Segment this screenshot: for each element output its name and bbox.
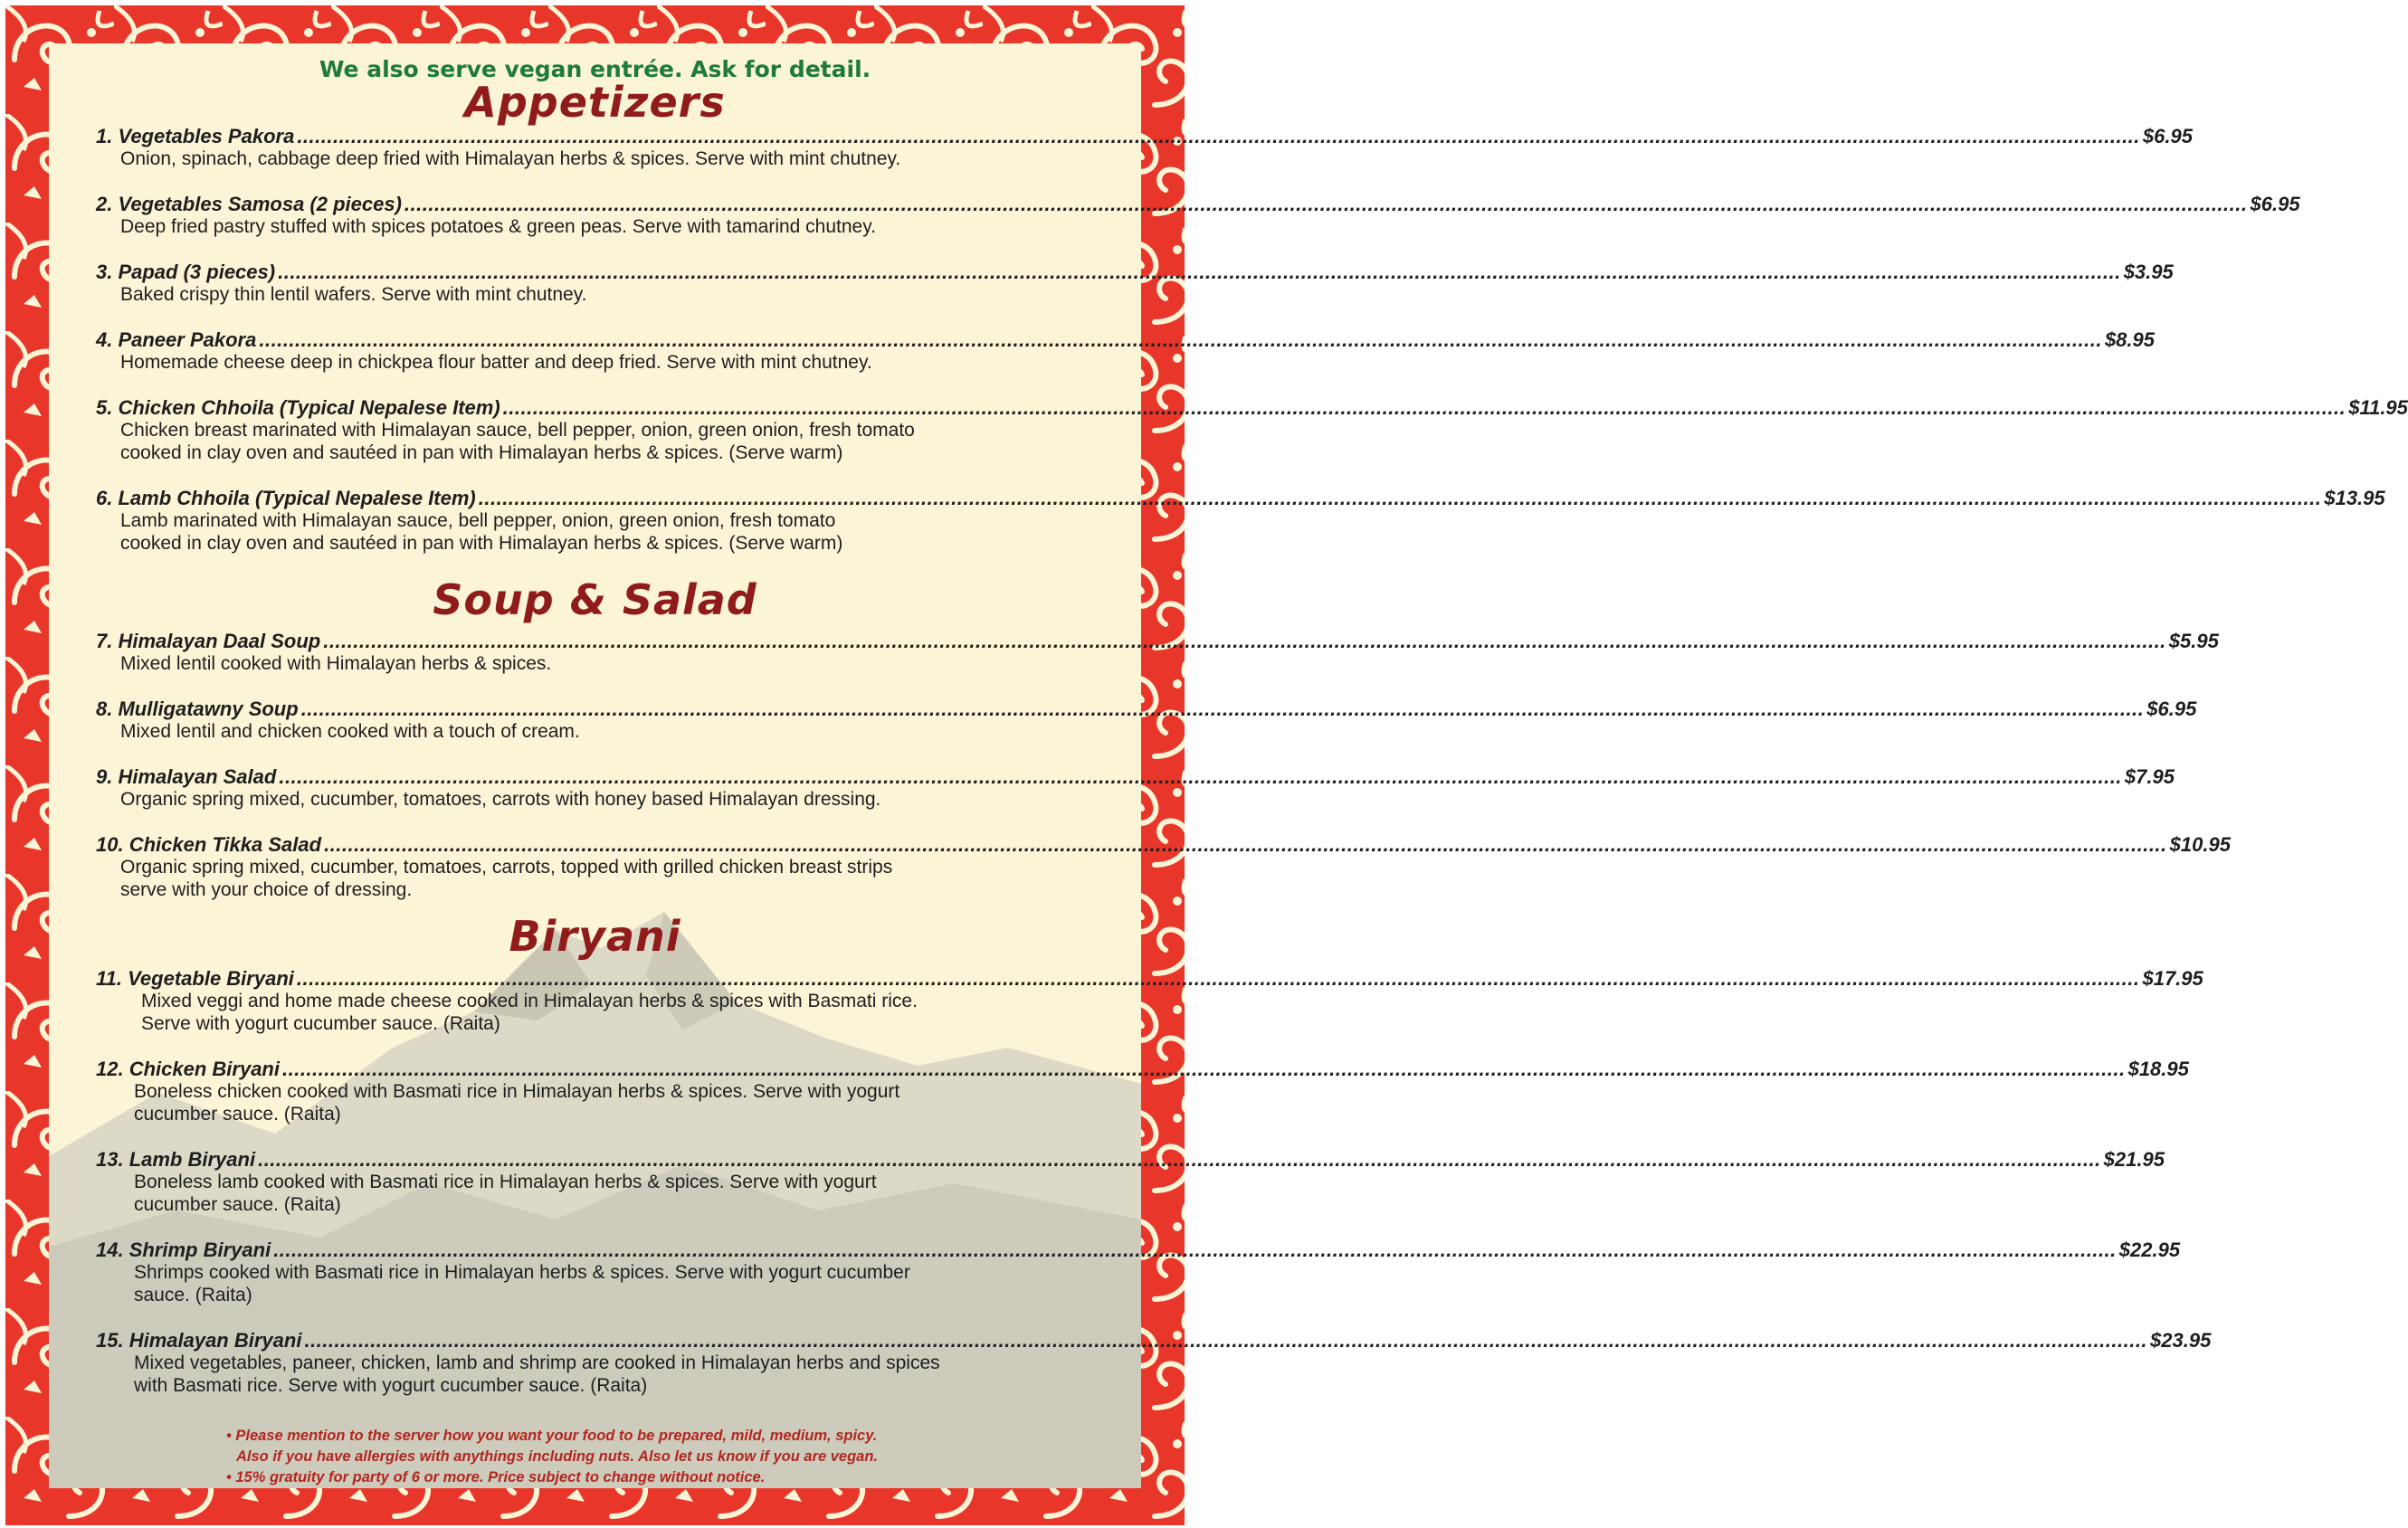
item-price: $17.95 <box>2142 967 2203 990</box>
leader-dots <box>297 967 2140 991</box>
leader-dots <box>503 396 2346 420</box>
menu-item <box>96 193 2300 238</box>
item-name: 14. Shrimp Biryani <box>96 1239 271 1261</box>
menu-item <box>96 833 2231 901</box>
menu-item <box>96 261 2174 306</box>
item-name: 3. Papad (3 pieces) <box>96 261 276 283</box>
item-price: $23.95 <box>2150 1329 2212 1352</box>
item-description: Organic spring mixed, cucumber, tomatoes, carrots with honey based Himalayan dressing. <box>120 789 881 810</box>
item-name: 2. Vegetables Samosa (2 pieces) <box>96 193 402 215</box>
item-price: $11.95 <box>2348 396 2408 419</box>
item-description: Onion, spinach, cabbage deep fried with Himalayan herbs & spices. Serve with mint chutney. <box>120 148 901 169</box>
leader-dots <box>297 125 2140 148</box>
item-name: 11. Vegetable Biryani <box>96 967 294 990</box>
menu-item <box>96 1329 2212 1397</box>
item-price: $22.95 <box>2118 1239 2181 1261</box>
item-name: 15. Himalayan Biryani <box>96 1329 302 1352</box>
item-description: Baked crispy thin lentil wafers. Serve with mint chutney. <box>120 284 587 305</box>
item-description: Homemade cheese deep in chickpea flour batter and deep fried. Serve with mint chutney. <box>120 352 872 373</box>
menu-item <box>96 698 2197 743</box>
item-name: 5. Chicken Chhoila (Typical Nepalese Item) <box>96 396 500 419</box>
menu-item <box>96 1058 2189 1125</box>
footer-note-gratuity: • 15% gratuity for party of 6 or more. Price subject to change without notice. <box>226 1469 766 1485</box>
menu-page <box>49 43 2408 1488</box>
leader-dots <box>258 1148 2101 1172</box>
item-price: $21.95 <box>2103 1148 2165 1171</box>
leader-dots <box>301 698 2145 721</box>
item-price: $6.95 <box>2250 193 2300 215</box>
leader-dots <box>304 1329 2147 1352</box>
item-price: $7.95 <box>2124 765 2175 788</box>
item-name: 10. Chicken Tikka Salad <box>96 833 322 856</box>
item-price: $6.95 <box>2142 125 2193 147</box>
item-name: 4. Paneer Pakora <box>96 328 257 351</box>
item-name: 6. Lamb Chhoila (Typical Nepalese Item) <box>96 487 476 509</box>
leader-dots <box>273 1239 2117 1262</box>
item-price: $5.95 <box>2168 630 2219 652</box>
item-description: Organic spring mixed, cucumber, tomatoes, carrots, topped with grilled chicken breast strips serve with your choice of dressing. <box>120 857 893 900</box>
item-price: $10.95 <box>2169 833 2231 856</box>
footer-notes <box>226 1426 968 1488</box>
item-description: Lamb marinated with Himalayan sauce, bell pepper, onion, green onion, fresh tomato cooked in clay oven and sautéed in pan with Himalayan herbs & spices. (Serve warm) <box>120 510 843 554</box>
menu-item <box>96 125 2193 170</box>
vegan-note: We also serve vegan entrée. Ask for detail. <box>319 56 871 82</box>
item-description: Chicken breast marinated with Himalayan sauce, bell pepper, onion, green onion, fresh tomato cooked in clay oven and sautéed in pan with Himalayan herbs & spices. (Serve warm) <box>120 420 915 463</box>
item-description: Mixed lentil cooked with Himalayan herbs & spices. <box>120 653 552 674</box>
leader-dots <box>405 193 2248 216</box>
menu-item <box>96 765 2175 811</box>
menu-item <box>96 328 2155 374</box>
menu-item <box>96 1148 2165 1216</box>
item-price: $6.95 <box>2146 698 2197 720</box>
decorative-border <box>5 5 2408 1525</box>
item-description: Mixed vegetables, paneer, chicken, lamb and shrimp are cooked in Himalayan herbs and spices with Basmati rice. Serve with yogurt cucumber sauce. (Raita) <box>134 1352 940 1396</box>
item-price: $3.95 <box>2123 261 2174 283</box>
item-name: 8. Mulligatawny Soup <box>96 698 299 720</box>
footer-note-preparation: • Please mention to the server how you want your food to be prepared, mild, medium, spicy. <box>226 1428 878 1444</box>
leader-dots <box>282 1058 2126 1081</box>
menu-item <box>96 1239 2181 1306</box>
leader-dots <box>259 328 2102 352</box>
item-description: Boneless lamb cooked with Basmati rice in Himalayan herbs & spices. Serve with yogurt cucumber sauce. (Raita) <box>134 1172 877 1215</box>
item-price: $18.95 <box>2127 1058 2189 1080</box>
item-description: Deep fried pastry stuffed with spices potatoes & green peas. Serve with tamarind chutney. <box>120 216 877 237</box>
leader-dots <box>279 765 2122 789</box>
item-name: 9. Himalayan Salad <box>96 765 277 788</box>
item-name: 1. Vegetables Pakora <box>96 125 295 147</box>
menu-item <box>96 487 2385 555</box>
leader-dots <box>278 261 2121 284</box>
menu-item <box>96 396 2408 464</box>
leader-dots <box>479 487 2322 510</box>
leader-dots <box>324 833 2167 857</box>
menu-item <box>96 630 2219 675</box>
item-price: $8.95 <box>2104 328 2155 351</box>
item-description: Mixed veggi and home made cheese cooked in Himalayan herbs & spices with Basmati rice. Serve with yogurt cucumber sauce. (Raita) <box>141 991 918 1034</box>
item-name: 7. Himalayan Daal Soup <box>96 630 321 652</box>
item-description: Boneless chicken cooked with Basmati rice in Himalayan herbs & spices. Serve with yogurt cucumber sauce. (Raita) <box>134 1081 900 1125</box>
section-title-appetizers: Appetizers <box>464 78 726 127</box>
item-price: $13.95 <box>2324 487 2385 509</box>
item-name: 13. Lamb Biryani <box>96 1148 256 1171</box>
footer-note-allergies: Also if you have allergies with anythings including nuts. Also let us know if you are vegan. <box>236 1448 879 1465</box>
section-title-biryani: Biryani <box>509 912 681 961</box>
section-title-soup-salad: Soup & Salad <box>433 575 757 624</box>
item-description: Mixed lentil and chicken cooked with a touch of cream. <box>120 721 580 742</box>
item-name: 12. Chicken Biryani <box>96 1058 280 1080</box>
item-description: Shrimps cooked with Basmati rice in Himalayan herbs & spices. Serve with yogurt cucumber sauce. (Raita) <box>134 1262 910 1305</box>
leader-dots <box>323 630 2166 653</box>
menu-item <box>96 967 2203 1035</box>
